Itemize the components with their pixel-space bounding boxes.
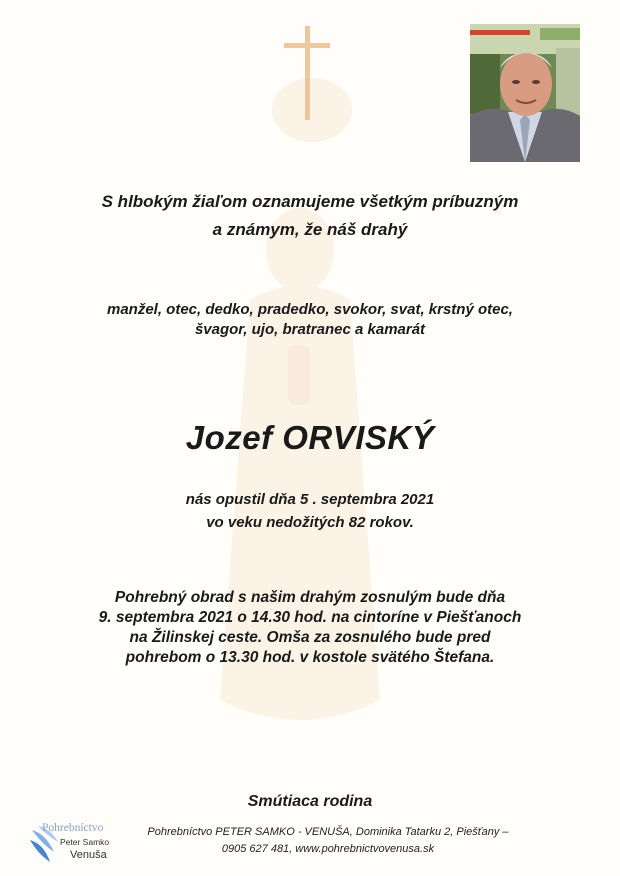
logo-line-2: Peter Samko (60, 837, 110, 847)
funeral-info (0, 588, 620, 668)
footer-line-2: 0905 627 481, www.pohrebnictvovenusa.sk (221, 843, 435, 855)
deceased-name: Jozef ORVISKÝ (185, 419, 435, 456)
death-date-line: nás opustil dňa 5 . septembra 2021 (185, 491, 435, 508)
intro-line-2: a známym, že náš drahý (212, 220, 408, 239)
funeral-home-contact (118, 824, 538, 858)
funeral-line-2: 9. septembra 2021 o 14.30 hod. na cintoríne v Piešťanoch (98, 609, 522, 626)
footer-line-1: Pohrebníctvo PETER SAMKO - VENUŠA, Dominika Tatarku 2, Piešťany – (147, 826, 509, 838)
logo-line-3: Venuša (70, 849, 107, 861)
funeral-home-logo (26, 822, 122, 870)
signature: Smútiaca rodina (247, 793, 373, 810)
relations-line-1: manžel, otec, dedko, pradedko, svokor, svat, krstný otec, (107, 301, 513, 318)
funeral-line-3: na Žilinskej ceste. Omša za zosnulého bude pred (129, 629, 491, 646)
death-info (0, 488, 620, 534)
announcement-intro (0, 188, 620, 244)
portrait-photo (470, 24, 580, 162)
relations-text (0, 300, 620, 340)
intro-line-1: S hlbokým žiaľom oznamujeme všetkým príbuzným (101, 192, 519, 211)
relations-line-2: švagor, ujo, bratranec a kamarát (194, 321, 426, 338)
funeral-line-1: Pohrebný obrad s našim drahým zosnulým bude dňa (114, 589, 506, 606)
logo-line-1: Pohrebníctvo (42, 822, 104, 834)
age-line: vo veku nedožitých 82 rokov. (206, 514, 414, 531)
funeral-line-4: pohrebom o 13.30 hod. v kostole svätého Štefana. (125, 649, 495, 666)
